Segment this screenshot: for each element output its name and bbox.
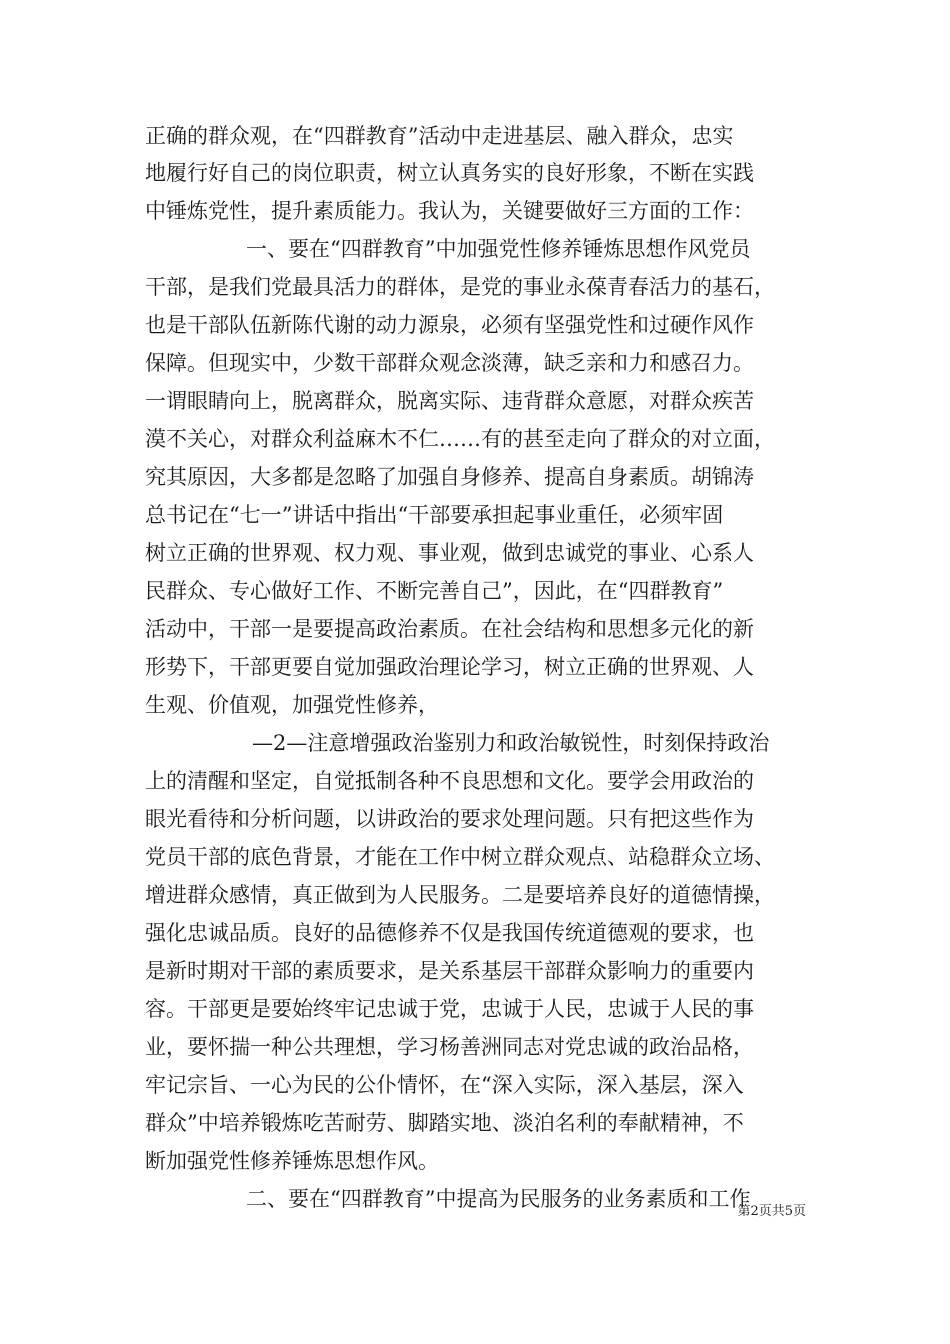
body-line: 也是干部队伍新陈代谢的动力源泉，必须有坚强党性和过硬作风作 xyxy=(145,313,754,337)
body-line: 增进群众感情，真正做到为人民服务。二是要培养良好的道德情操， xyxy=(145,883,775,907)
body-line: 业，要怀揣一种公共理想，学习杨善洲同志对党忠诚的政治品格， xyxy=(145,1035,754,1059)
body-line: 强化忠诚品质。良好的品德修养不仅是我国传统道德观的要求，也 xyxy=(145,921,754,945)
body-line: 活动中，干部一是要提高政治素质。在社会结构和思想多元化的新 xyxy=(145,617,754,641)
body-line: 眼光看待和分析问题，以讲政治的要求处理问题。只有把这些作为 xyxy=(145,807,754,831)
body-line: 牢记宗旨、一心为民的公仆情怀，在“深入实际，深入基层，深入 xyxy=(145,1073,744,1097)
section-heading-2: 二、要在“四群教育”中提高为民服务的业务素质和工作 xyxy=(246,1187,751,1211)
body-line: 是新时期对干部的素质要求，是关系基层干部群众影响力的重要内 xyxy=(145,959,754,983)
body-line: 地履行好自己的岗位职责，树立认真务实的良好形象，不断在实践 xyxy=(145,161,754,185)
body-line: 总书记在“七一”讲话中指出“干部要承担起事业重任，必须牢固 xyxy=(145,503,724,527)
body-line: 究其原因，大多都是忽略了加强自身修养、提高自身素质。胡锦涛 xyxy=(145,465,754,489)
body-line: 上的清醒和坚定，自觉抵制各种不良思想和文化。要学会用政治的 xyxy=(145,769,754,793)
body-line: 群众”中培养锻炼吃苦耐劳、脚踏实地、淡泊名利的奉献精神，不 xyxy=(145,1111,744,1135)
body-line: 干部，是我们党最具活力的群体，是党的事业永葆青春活力的基石， xyxy=(145,275,775,299)
body-line: 保障。但现实中，少数干部群众观念淡薄，缺乏亲和力和感召力。 xyxy=(145,351,754,375)
body-line: 形势下，干部更要自觉加强政治理论学习，树立正确的世界观、人 xyxy=(145,655,754,679)
body-line: 一谓眼睛向上，脱离群众，脱离实际、违背群众意愿，对群众疾苦 xyxy=(145,389,754,413)
body-line: 断加强党性修养锤炼思想作风。 xyxy=(145,1149,439,1173)
body-line: 中锤炼党性，提升素质能力。我认为，关键要做好三方面的工作： xyxy=(145,199,754,223)
section-heading-1: 一、要在“四群教育”中加强党性修养锤炼思想作风党员 xyxy=(246,237,751,261)
page-break-line: —2—注意增强政治鉴别力和政治敏锐性，时刻保持政治 xyxy=(252,731,770,755)
body-line: 树立正确的世界观、权力观、事业观，做到忠诚党的事业、心系人 xyxy=(145,541,754,565)
body-line: 正确的群众观，在“四群教育”活动中走进基层、融入群众，忠实 xyxy=(145,124,734,148)
body-line: 漠不关心，对群众利益麻木不仁……有的甚至走向了群众的对立面， xyxy=(145,427,775,451)
body-line: 生观、价值观，加强党性修养， xyxy=(145,693,439,717)
body-line: 民群众、专心做好工作、不断完善自己”，因此，在“四群教育” xyxy=(145,579,724,603)
body-line: 党员干部的底色背景，才能在工作中树立群众观点、站稳群众立场、 xyxy=(145,845,775,869)
page-number: 第2页共5页 xyxy=(737,1204,806,1219)
body-line: 容。干部更是要始终牢记忠诚于党，忠诚于人民，忠诚于人民的事 xyxy=(145,997,754,1021)
